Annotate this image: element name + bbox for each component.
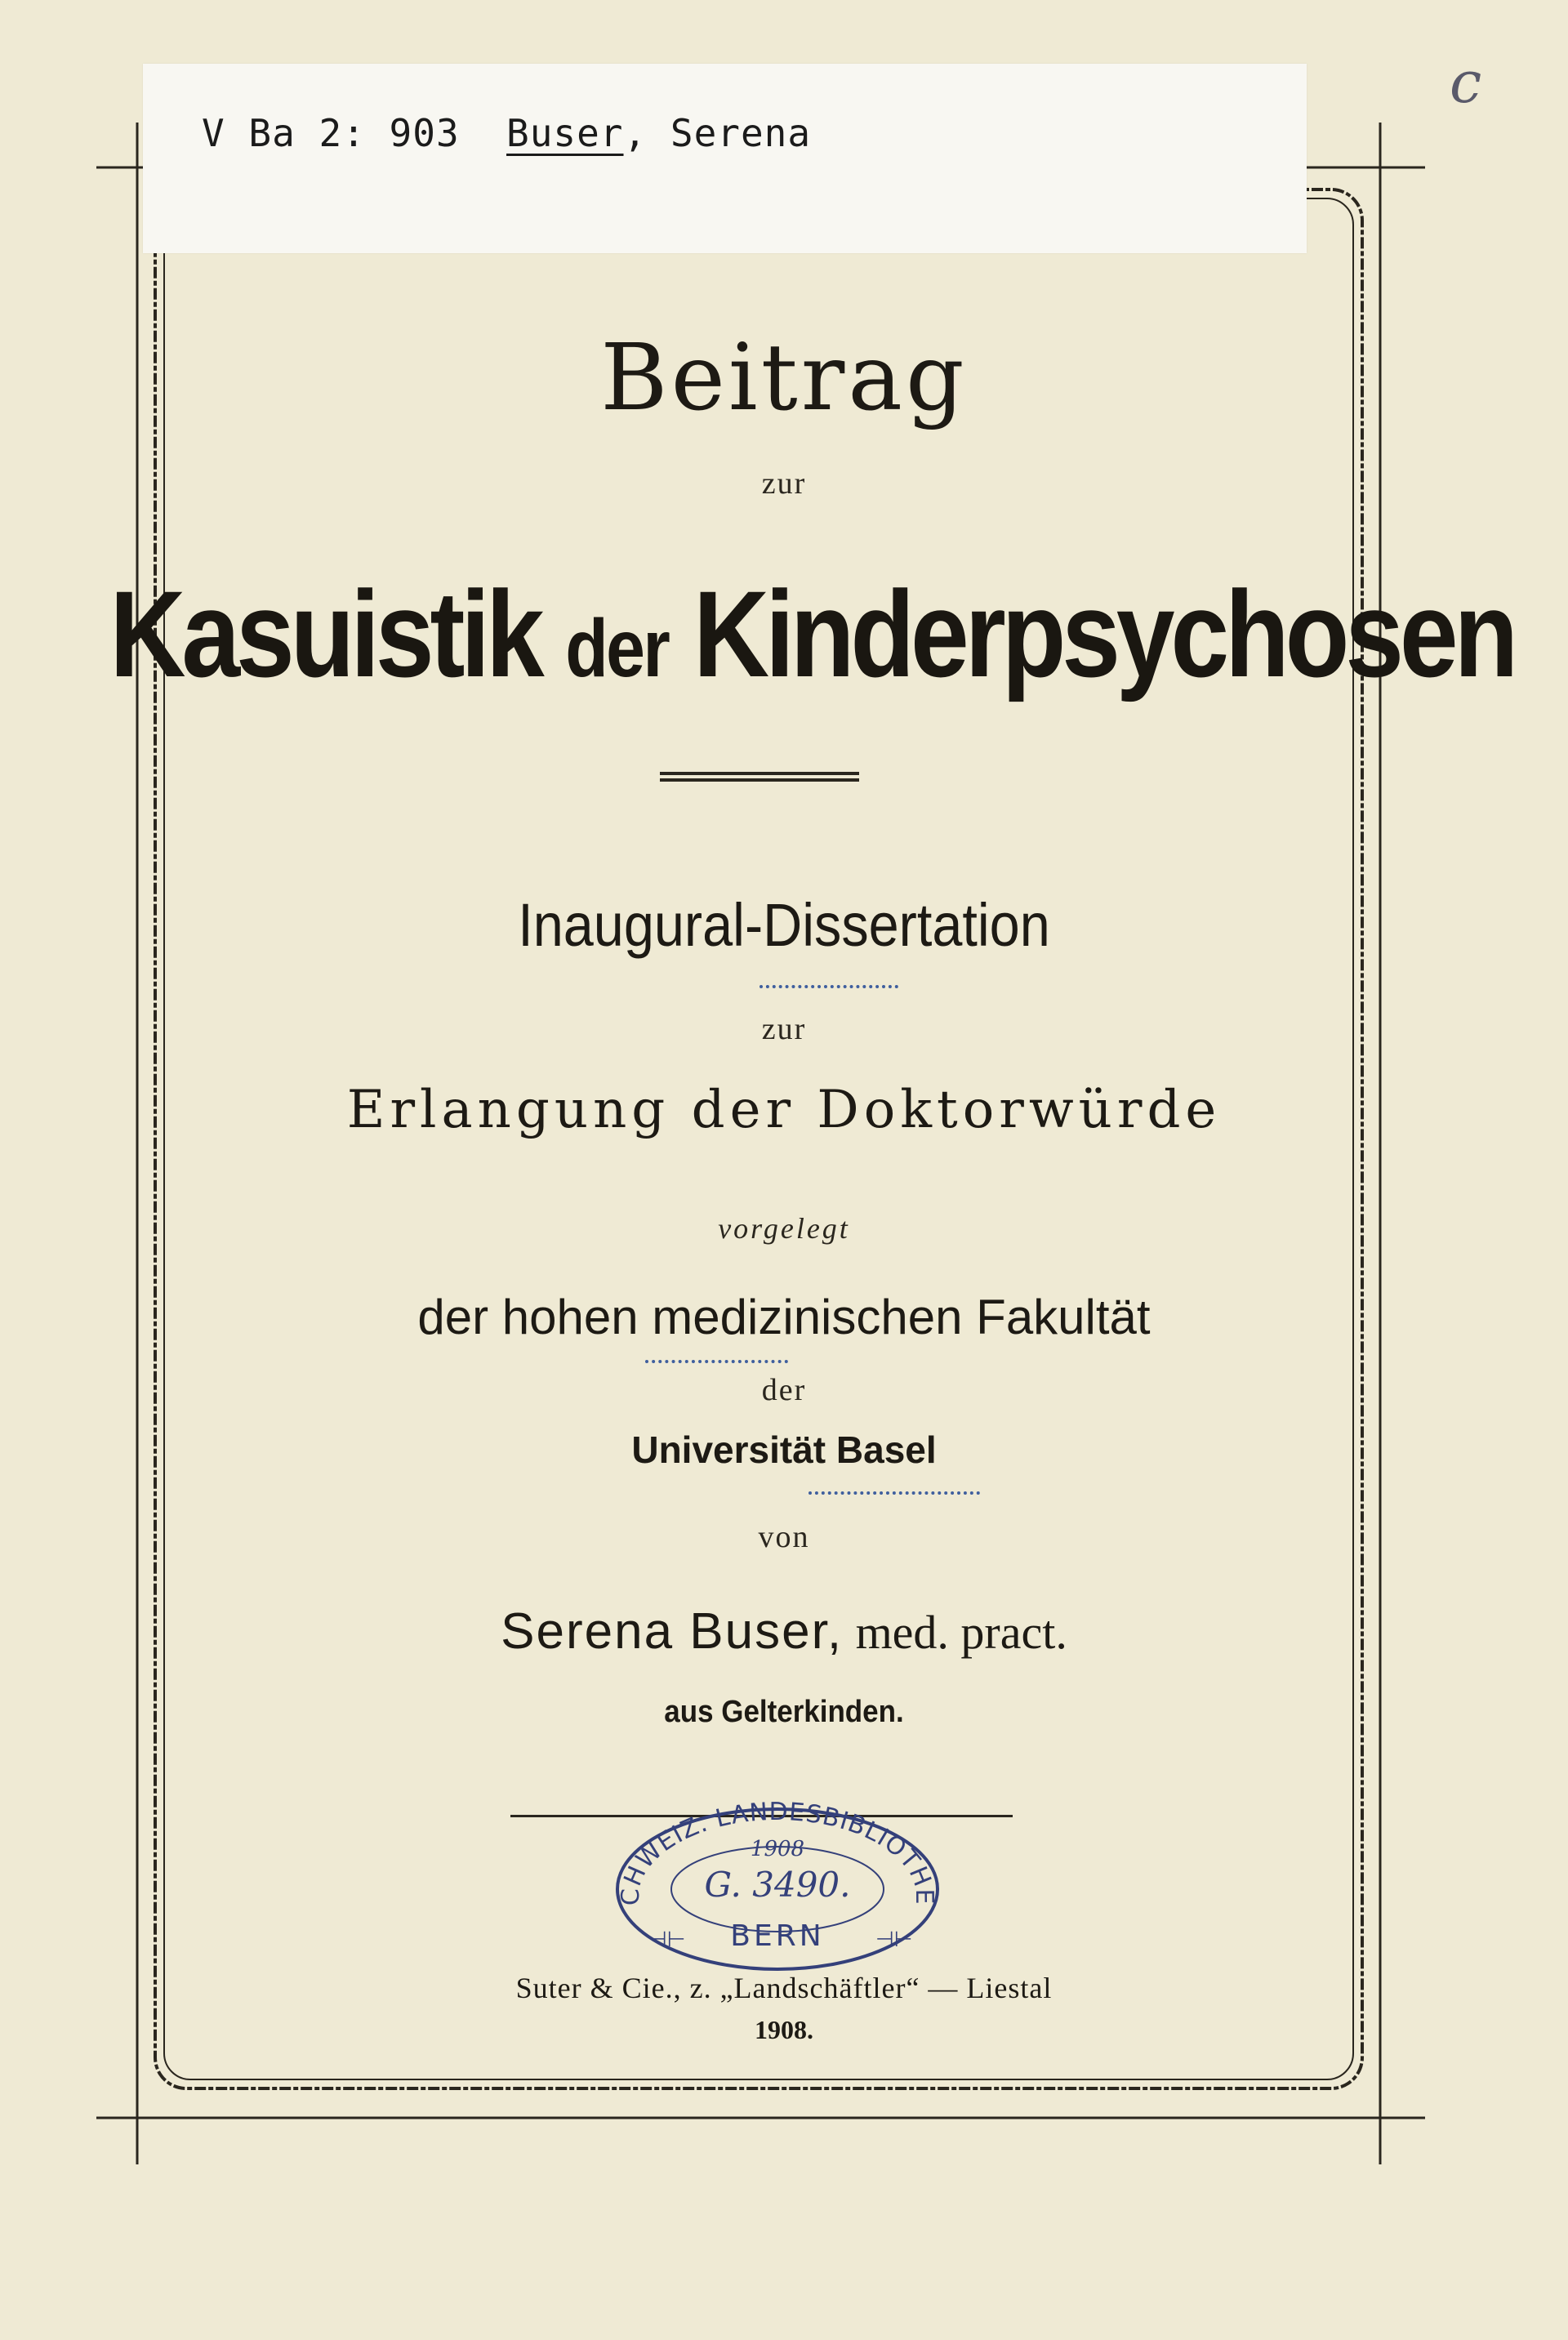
main-title <box>109 564 1515 705</box>
label-surname: Buser <box>506 111 624 155</box>
connector-zur-2: zur <box>761 1012 807 1046</box>
publisher-line: Suter & Cie., z. „Landschäftler“ — Liestal <box>515 1972 1053 2004</box>
blue-underline-mark <box>808 1491 980 1495</box>
blue-underline-mark <box>760 985 898 988</box>
main-title-der: der <box>565 603 669 694</box>
label-given-name: , Serena <box>623 111 812 155</box>
publication-year: 1908. <box>755 2015 813 2044</box>
svg-text:⊣⊢: ⊣⊢ <box>875 1928 913 1952</box>
main-title-part2: Kinderpsychosen <box>693 565 1515 702</box>
connector-zur-1: zur <box>761 466 807 501</box>
stamp-serial: G. 3490. <box>704 1865 851 1905</box>
dissertation-line: Inaugural-Dissertation <box>518 891 1050 959</box>
main-title-part1: Kasuistik <box>109 565 541 702</box>
connector-von: von <box>758 1520 810 1554</box>
author-degree: med. pract. <box>855 1606 1067 1659</box>
heading-beitrag: Beitrag <box>600 325 968 431</box>
shelfmark: V Ba 2: 903 <box>202 111 460 155</box>
library-label-text <box>202 111 811 155</box>
title-rule-bottom <box>660 778 859 782</box>
author-line <box>0 1602 1568 1661</box>
stamp-institution: CHWEIZ. LANDESBIBLIOTHE <box>616 1801 939 1906</box>
connector-der: der <box>761 1373 807 1407</box>
library-stamp <box>606 1801 949 1972</box>
blue-underline-mark <box>645 1360 788 1363</box>
submitted-line: vorgelegt <box>718 1212 850 1245</box>
svg-text:⊣⊢: ⊣⊢ <box>648 1928 686 1952</box>
faculty-line: der hohen medizinischen Fakultät <box>417 1290 1151 1344</box>
university-line: Universität Basel <box>631 1429 937 1471</box>
origin-line: aus Gelterkinden. <box>664 1695 904 1729</box>
purpose-line: Erlangung der Doktorwürde <box>346 1080 1222 1140</box>
library-label <box>143 64 1307 253</box>
author-name: Serena Buser, <box>501 1603 844 1660</box>
stamp-city: BERN <box>730 1919 825 1953</box>
title-rule-top <box>660 772 859 775</box>
handwritten-mark: c <box>1450 49 1482 116</box>
stamp-year: 1908 <box>750 1837 805 1861</box>
